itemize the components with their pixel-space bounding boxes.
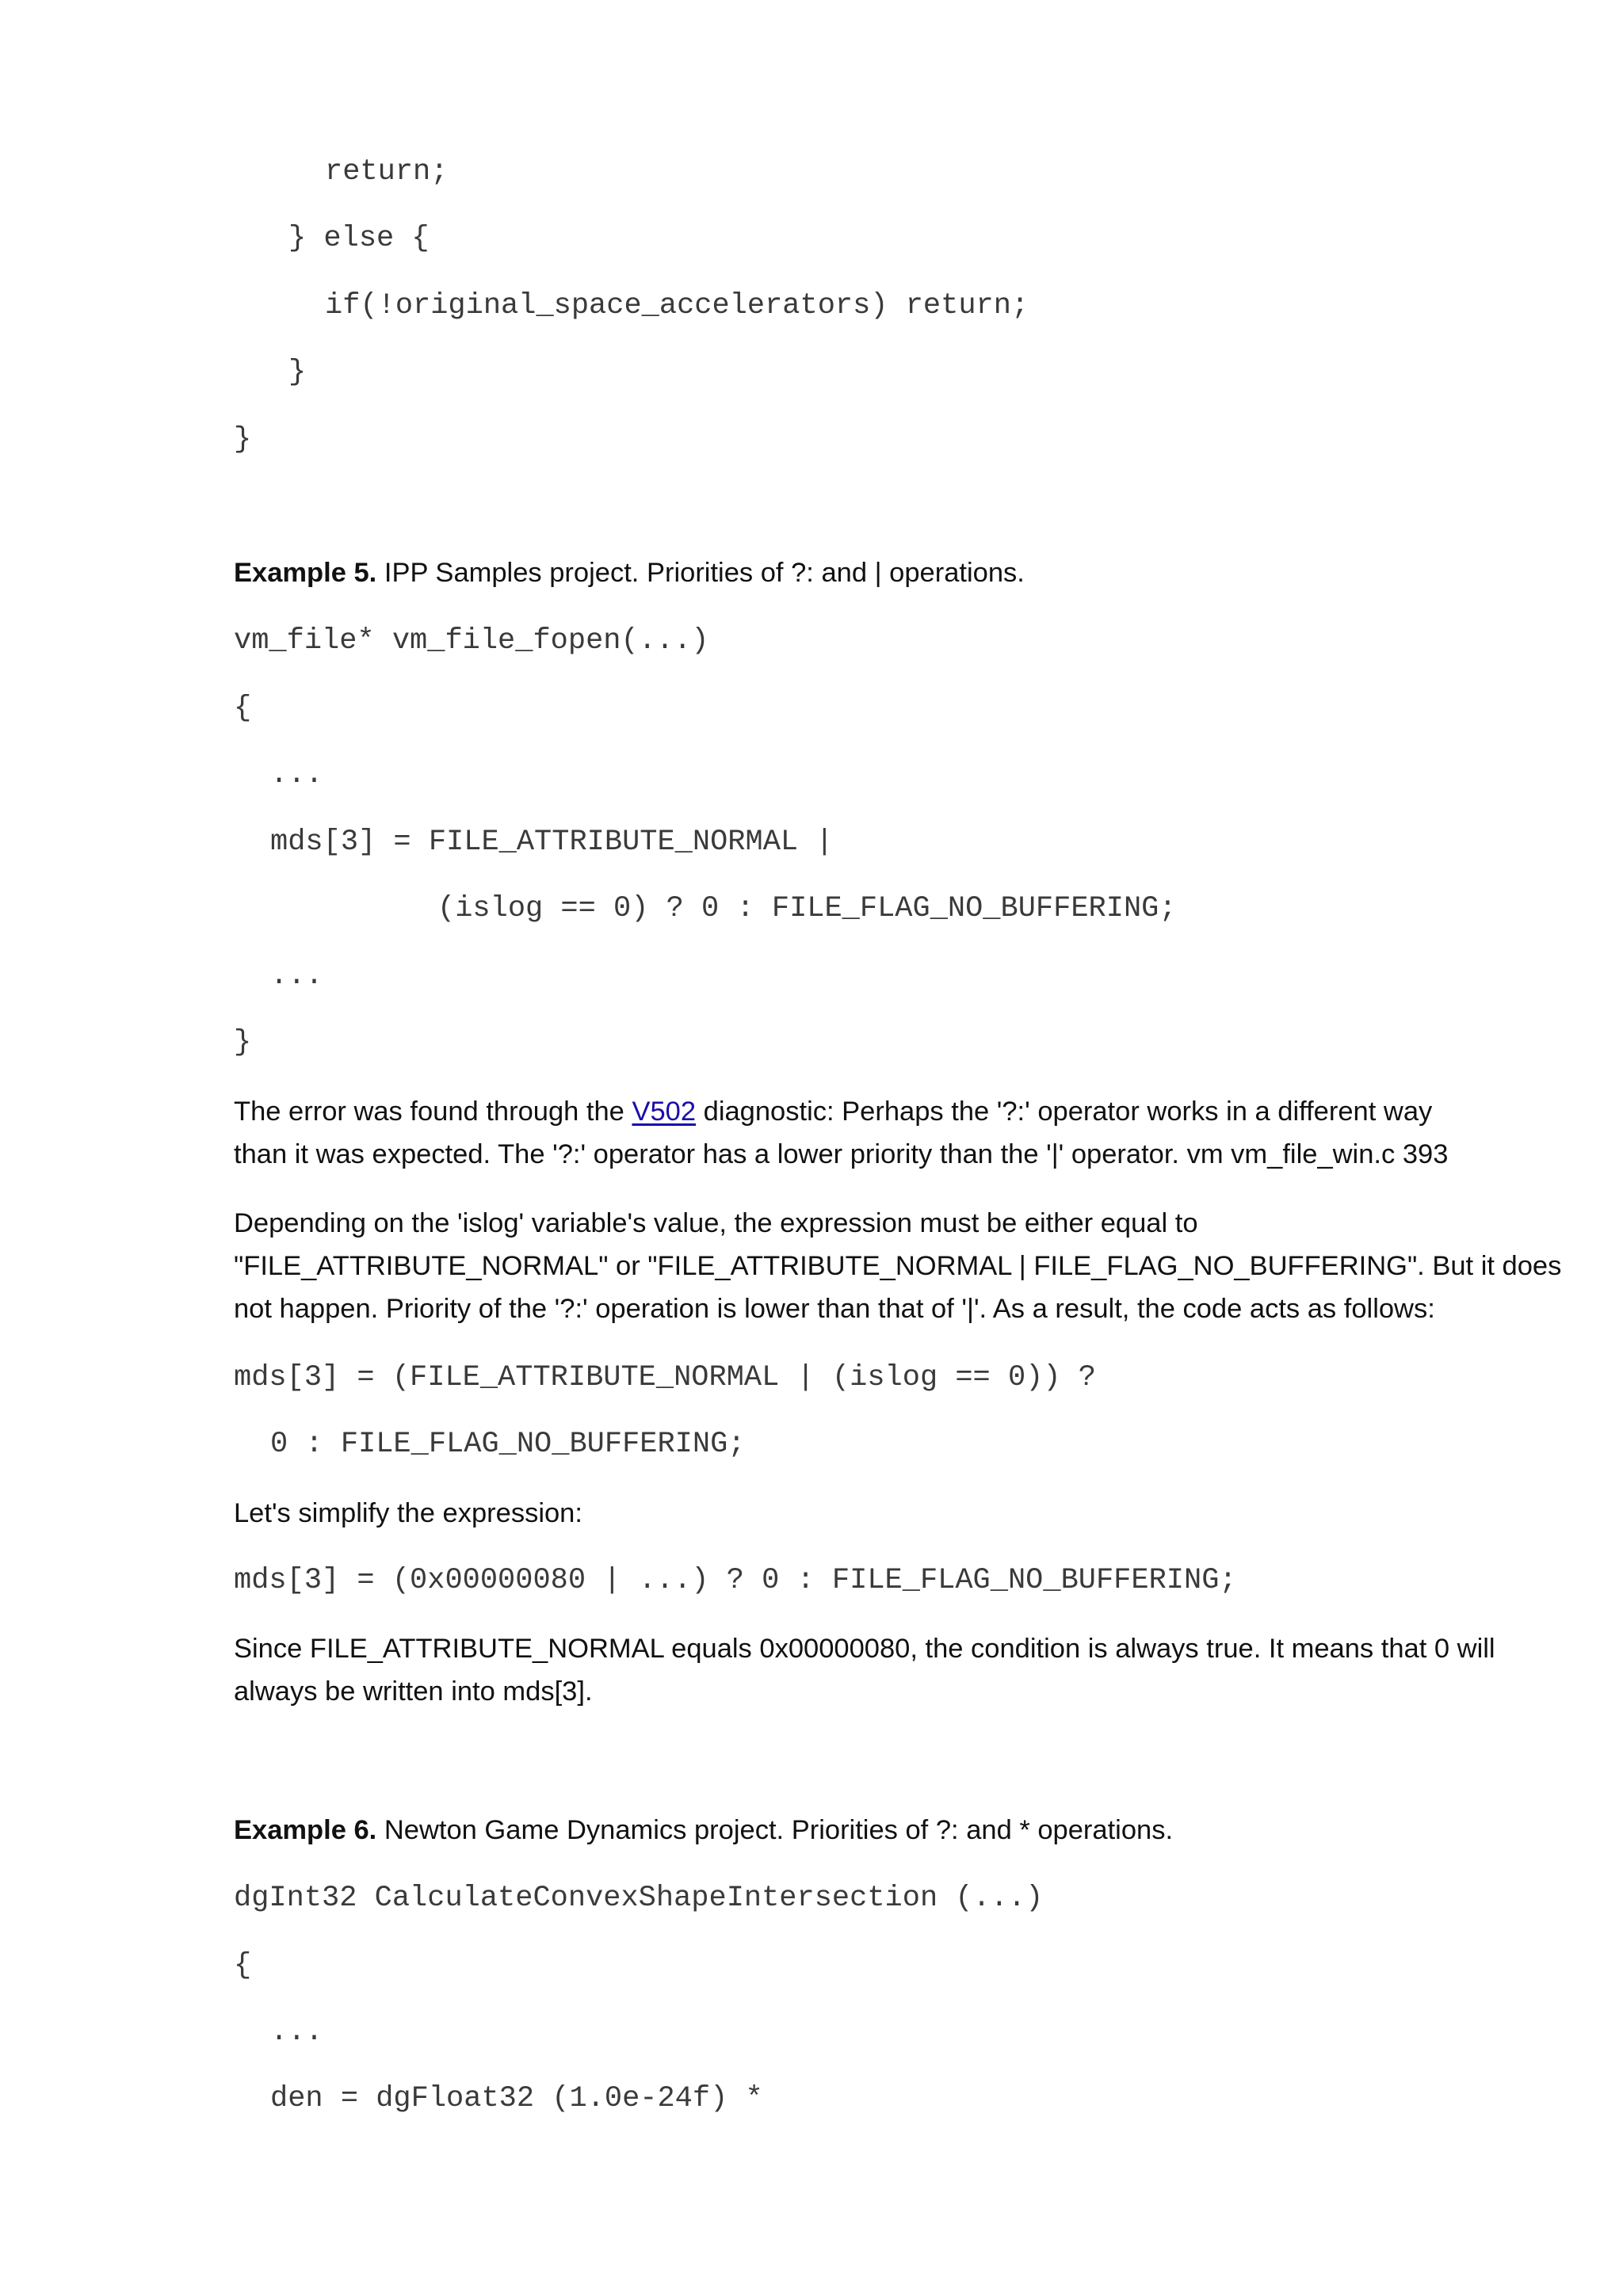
code-line: ...: [270, 959, 323, 993]
paragraph-line: Since FILE_ATTRIBUTE_NORMAL equals 0x00000080, the condition is always true. It means that 0 will: [234, 1634, 1495, 1664]
code-line: mds[3] = FILE_ATTRIBUTE_NORMAL |: [270, 826, 834, 859]
v502-link[interactable]: V502: [632, 1097, 697, 1127]
paragraph-text: diagnostic: Perhaps the '?:' operator works in a different way: [696, 1097, 1433, 1127]
paragraph-line: [234, 1094, 1432, 1129]
code-line: den = dgFloat32 (1.0e-24f) *: [270, 2082, 763, 2115]
paragraph-line: always be written into mds[3].: [234, 1676, 593, 1707]
paragraph-text: The error was found through the: [234, 1097, 632, 1127]
code-line: }: [288, 356, 307, 389]
code-line: dgInt32 CalculateConvexShapeIntersection (...): [234, 1882, 1044, 1915]
example-6-label: Example 6.: [234, 1815, 377, 1845]
code-line: if(!original_space_accelerators) return;: [325, 289, 1029, 322]
paragraph-line: Let's simplify the expression:: [234, 1498, 582, 1528]
code-line: {: [234, 1949, 252, 1982]
code-line: } else {: [288, 222, 430, 255]
code-line: {: [234, 692, 252, 725]
paragraph-line: than it was expected. The '?:' operator has a lower priority than the '|' operator. vm vm_file_win.c 393: [234, 1139, 1449, 1169]
example-5-title: IPP Samples project. Priorities of ?: and | operations.: [376, 558, 1025, 588]
paragraph-line: "FILE_ATTRIBUTE_NORMAL" or "FILE_ATTRIBUTE_NORMAL | FILE_FLAG_NO_BUFFERING". But it does: [234, 1251, 1562, 1281]
code-line: ...: [270, 2016, 323, 2049]
example-6-heading: [234, 1813, 1173, 1848]
code-line: return;: [325, 155, 449, 189]
paragraph-line: Depending on the 'islog' variable's value, the expression must be either equal to: [234, 1208, 1198, 1238]
code-line: mds[3] = (FILE_ATTRIBUTE_NORMAL | (islog == 0)) ?: [234, 1361, 1096, 1394]
example-6-title: Newton Game Dynamics project. Priorities of ?: and * operations.: [376, 1815, 1174, 1845]
code-line: }: [234, 423, 252, 456]
paragraph-line: not happen. Priority of the '?:' operation is lower than that of '|'. As a result, the code acts as follows:: [234, 1294, 1435, 1324]
example-5-label: Example 5.: [234, 558, 377, 588]
code-line: ...: [270, 758, 323, 791]
code-line: }: [234, 1026, 252, 1059]
code-line: mds[3] = (0x00000080 | ...) ? 0 : FILE_FLAG_NO_BUFFERING;: [234, 1564, 1237, 1597]
example-5-heading: [234, 555, 1025, 590]
code-line: vm_file* vm_file_fopen(...): [234, 624, 709, 658]
code-line: (islog == 0) ? 0 : FILE_FLAG_NO_BUFFERING;: [437, 892, 1177, 925]
code-line: 0 : FILE_FLAG_NO_BUFFERING;: [270, 1428, 746, 1461]
